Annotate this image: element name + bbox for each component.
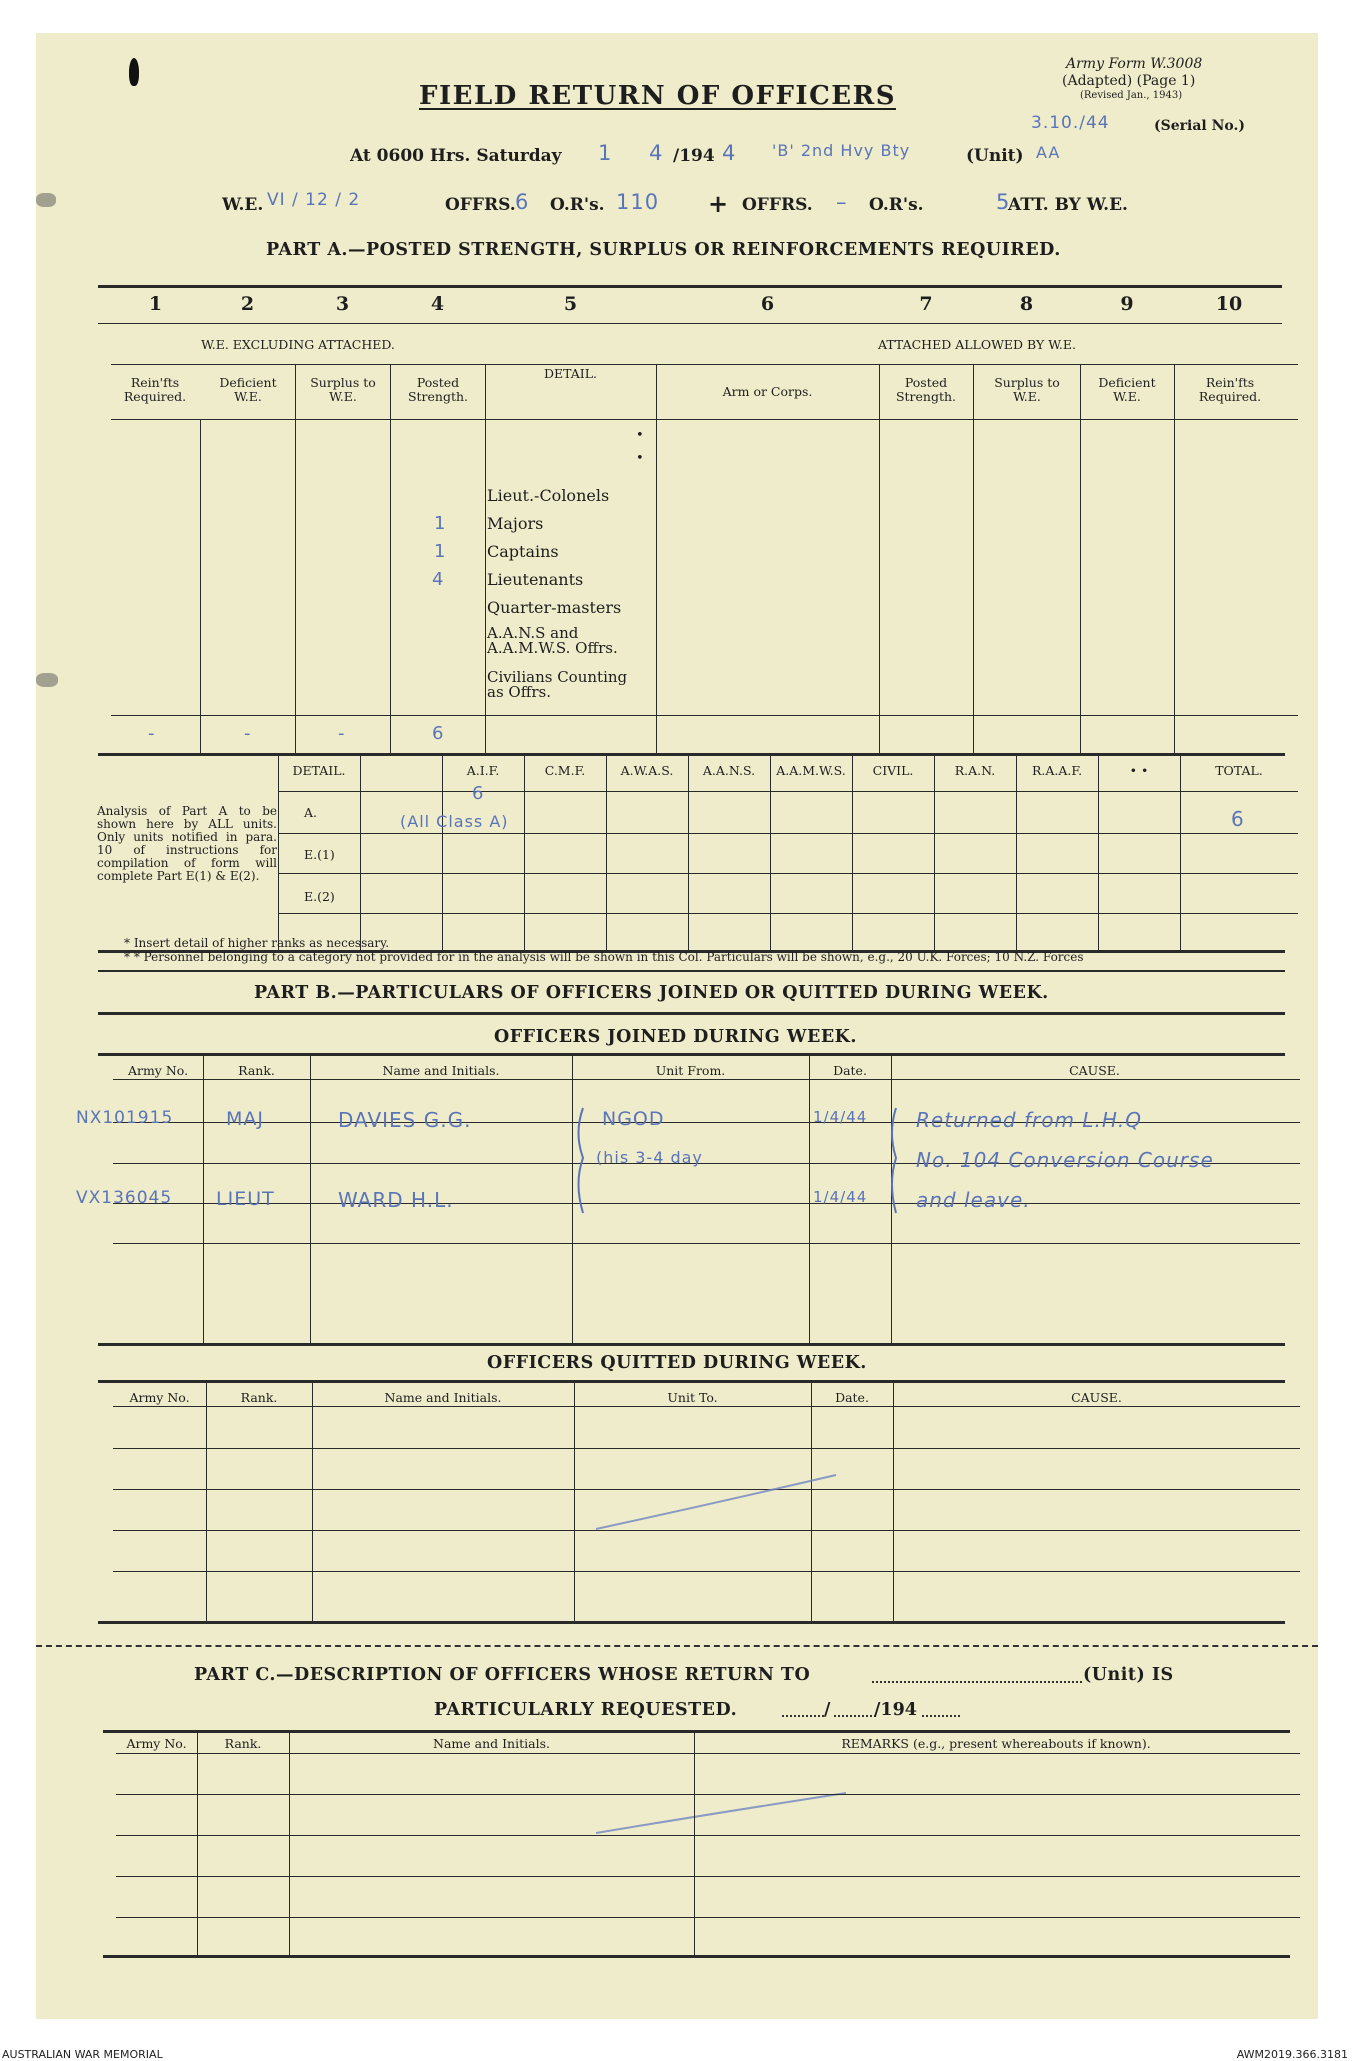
col-number: 8 [1019,293,1034,315]
we-value: VI / 12 / 2 [267,190,361,210]
total-deficient: - [244,723,252,744]
ors-value: 110 [616,190,660,214]
joined-header: Unit From. [655,1063,726,1078]
serial-label: (Serial No.) [1154,118,1245,134]
date-day: 1 [598,141,613,165]
joined-unit: (his 3-4 day [596,1148,703,1167]
rule [103,1955,1290,1958]
rank-label: Lieut.-Colonels [487,486,610,505]
col-number: 2 [240,293,255,315]
date-dotted-2 [834,1715,876,1717]
analysis-row-label: E.(1) [304,847,335,862]
col-line [694,1732,695,1956]
part-c-title-d: /194 [874,1700,917,1720]
we-label: W.E. [222,195,264,215]
left-col-header: Posted Strength. [407,375,469,404]
year-suffix: 4 [722,141,737,165]
part-c-header: REMARKS (e.g., present whereabouts if known). [841,1736,1151,1751]
joined-title: OFFICERS JOINED DURING WEEK. [494,1027,857,1047]
col-number: 10 [1215,293,1243,315]
analysis-header: DETAIL. [292,763,346,778]
joined-name: DAVIES G.G. [338,1108,472,1132]
total-surplus: - [338,723,346,744]
col-number: 4 [430,293,445,315]
footnote-1: * Insert detail of higher ranks as necessary. [124,936,390,950]
col-number: 1 [148,293,163,315]
footer-bar [0,2048,1352,2061]
joined-rank: MAJ [226,1108,264,1130]
attached-label: ATTACHED ALLOWED BY W.E. [878,337,1076,352]
rule [103,1730,1290,1733]
col-number: 9 [1120,293,1134,315]
form-id-line3: (Revised Jan., 1943) [1080,90,1183,101]
part-c-title-b: (Unit) IS [1083,1665,1174,1685]
aif-value: 6 [472,783,485,804]
detail-label: DETAIL. [543,366,598,381]
date-slash: / [824,1700,831,1720]
right-col-header: Rein'fts Required. [1198,375,1262,404]
joined-header: CAUSE. [1069,1063,1120,1078]
rule [116,1917,1300,1918]
quitted-header: Army No. [129,1390,190,1405]
total-posted: 6 [432,723,445,744]
analysis-row-label: E.(2) [304,889,335,904]
analysis-header: • • [1129,763,1149,778]
date-dotted-1 [782,1715,824,1717]
quitted-title: OFFICERS QUITTED DURING WEEK. [487,1353,867,1373]
part-c-header: Army No. [126,1736,187,1751]
posted-lieutenants: 4 [432,569,445,590]
analysis-header: CIVIL. [872,763,914,778]
offrs2-value: – [836,190,848,214]
joined-date: 1/4/44 [813,1188,868,1206]
posted-majors: 1 [434,513,447,534]
joined-cause: and leave. [916,1188,1031,1212]
rule [116,1876,1300,1877]
part-c-title-a: PART C.—DESCRIPTION OF OFFICERS WHOSE RETURN TO [194,1665,811,1685]
right-col-header: Deficient W.E. [1098,375,1156,404]
quitted-header: Unit To. [667,1390,718,1405]
col-line [197,1732,198,1956]
offrs-label: OFFRS. [445,195,516,215]
joined-header: Date. [833,1063,867,1078]
at-label: At 0600 Hrs. Saturday [350,146,562,166]
unit-label: (Unit) [966,146,1024,166]
footer-right: AWM2019.366.3181 [1236,2048,1348,2061]
unit-after: AA [1036,143,1061,162]
analysis-header: A.W.A.S. [620,763,674,778]
att-label: ATT. BY W.E. [1008,195,1128,215]
right-col-header: Surplus to W.E. [994,375,1060,404]
left-col-header: Rein'fts Required. [123,375,187,404]
serial-value: 3.10./44 [1031,113,1110,133]
right-col-header: Posted Strength. [895,375,957,404]
analysis-row-label: A. [304,805,318,820]
quitted-header: Date. [835,1390,869,1405]
part-b-title: PART B.—PARTICULARS OF OFFICERS JOINED OR QUITTED DURING WEEK. [254,983,1049,1003]
unit-value: 'B' 2nd Hvy Bty [772,141,911,160]
left-col-header: Deficient W.E. [219,375,277,404]
col-number: 5 [563,293,578,315]
rank-label: Civilians Counting as Offrs. [487,668,628,701]
dashed-divider [36,1645,1318,1647]
joined-cause: No. 104 Conversion Course [916,1148,1214,1172]
pencil-stroke [36,33,1318,1933]
bullet-mark: • [636,451,644,466]
joined-header: Rank. [238,1063,275,1078]
joined-army-no: VX136045 [76,1188,173,1208]
joined-header: Name and Initials. [382,1063,500,1078]
joined-rank: LIEUT [216,1188,275,1210]
col-number: 7 [919,293,933,315]
footnote-2: * * Personnel belonging to a category not provided for in the analysis will be shown in this Col. Particulars will be shown, e.g., 20 U.K. Forces; 10 N.Z. Forces [124,950,1084,964]
analysis-note: Analysis of Part A to be shown here by ALL units. Only units notified in para. 10 of instructions for compilation of form will complete Part E(1) & E(2). [97,804,277,883]
joined-header: Army No. [127,1063,189,1078]
joined-unit: NGOD [602,1108,665,1130]
right-col-header: Arm or Corps. [722,384,813,399]
analysis-header: A.A.M.W.S. [776,763,846,778]
date-dotted-3 [922,1715,960,1717]
offrs2-label: OFFRS. [742,195,813,215]
rule [116,1835,1300,1836]
rule [116,1753,1300,1754]
part-c-title-c: PARTICULARLY REQUESTED. [434,1700,738,1720]
quitted-header: Name and Initials. [384,1390,502,1405]
col-line [289,1732,290,1956]
analysis-header: A.A.N.S. [702,763,756,778]
left-col-header: Surplus to W.E. [310,375,376,404]
unit-dotted-line [872,1681,1082,1683]
col-number: 3 [335,293,350,315]
analysis-header: R.A.N. [954,763,996,778]
col-number: 6 [760,293,775,315]
date-month: 4 [649,141,664,165]
rank-label: Lieutenants [487,570,584,589]
form-id-line2: (Adapted) (Page 1) [1062,73,1196,89]
ors2-label: O.R's. [869,195,924,215]
total-reinfts: - [148,723,156,744]
form-page [36,33,1318,2019]
class-note: (All Class A) [400,812,509,831]
posted-captains: 1 [434,541,447,562]
we-excluding-label: W.E. EXCLUDING ATTACHED. [201,337,395,352]
joined-army-no: NX101915 [76,1108,174,1128]
rank-label: A.A.N.S and A.A.M.W.S. Offrs. [487,624,618,657]
offrs-value: 6 [515,190,530,214]
part-c-header: Name and Initials. [433,1736,550,1751]
joined-date: 1/4/44 [813,1108,868,1126]
bullet-mark: • [636,428,644,443]
page-title: FIELD RETURN OF OFFICERS [419,81,896,111]
footer-left: AUSTRALIAN WAR MEMORIAL [2,2048,163,2061]
form-id-line1: Army Form W.3008 [1066,56,1203,72]
joined-cause: Returned from L.H.Q [916,1108,1142,1132]
analysis-header: A.I.F. [466,763,500,778]
joined-name: WARD H.L. [338,1188,454,1212]
rank-label: Majors [487,514,544,533]
rule [116,1794,1300,1795]
rank-label: Captains [487,542,559,561]
part-a-title: PART A.—POSTED STRENGTH, SURPLUS OR REINFORCEMENTS REQUIRED. [266,240,1061,260]
rank-label: Quarter-masters [487,598,622,617]
quitted-header: Rank. [240,1390,278,1405]
total-value: 6 [1231,807,1245,831]
ors2-value: 5 [996,190,1011,214]
analysis-header: R.A.A.F. [1031,763,1083,778]
analysis-header: C.M.F. [544,763,586,778]
ors-label: O.R's. [550,195,605,215]
quitted-header: CAUSE. [1071,1390,1122,1405]
analysis-header: TOTAL. [1215,763,1263,778]
year-prefix: /194 [673,146,715,166]
part-c-header: Rank. [224,1736,262,1751]
plus-sign: + [708,189,729,218]
